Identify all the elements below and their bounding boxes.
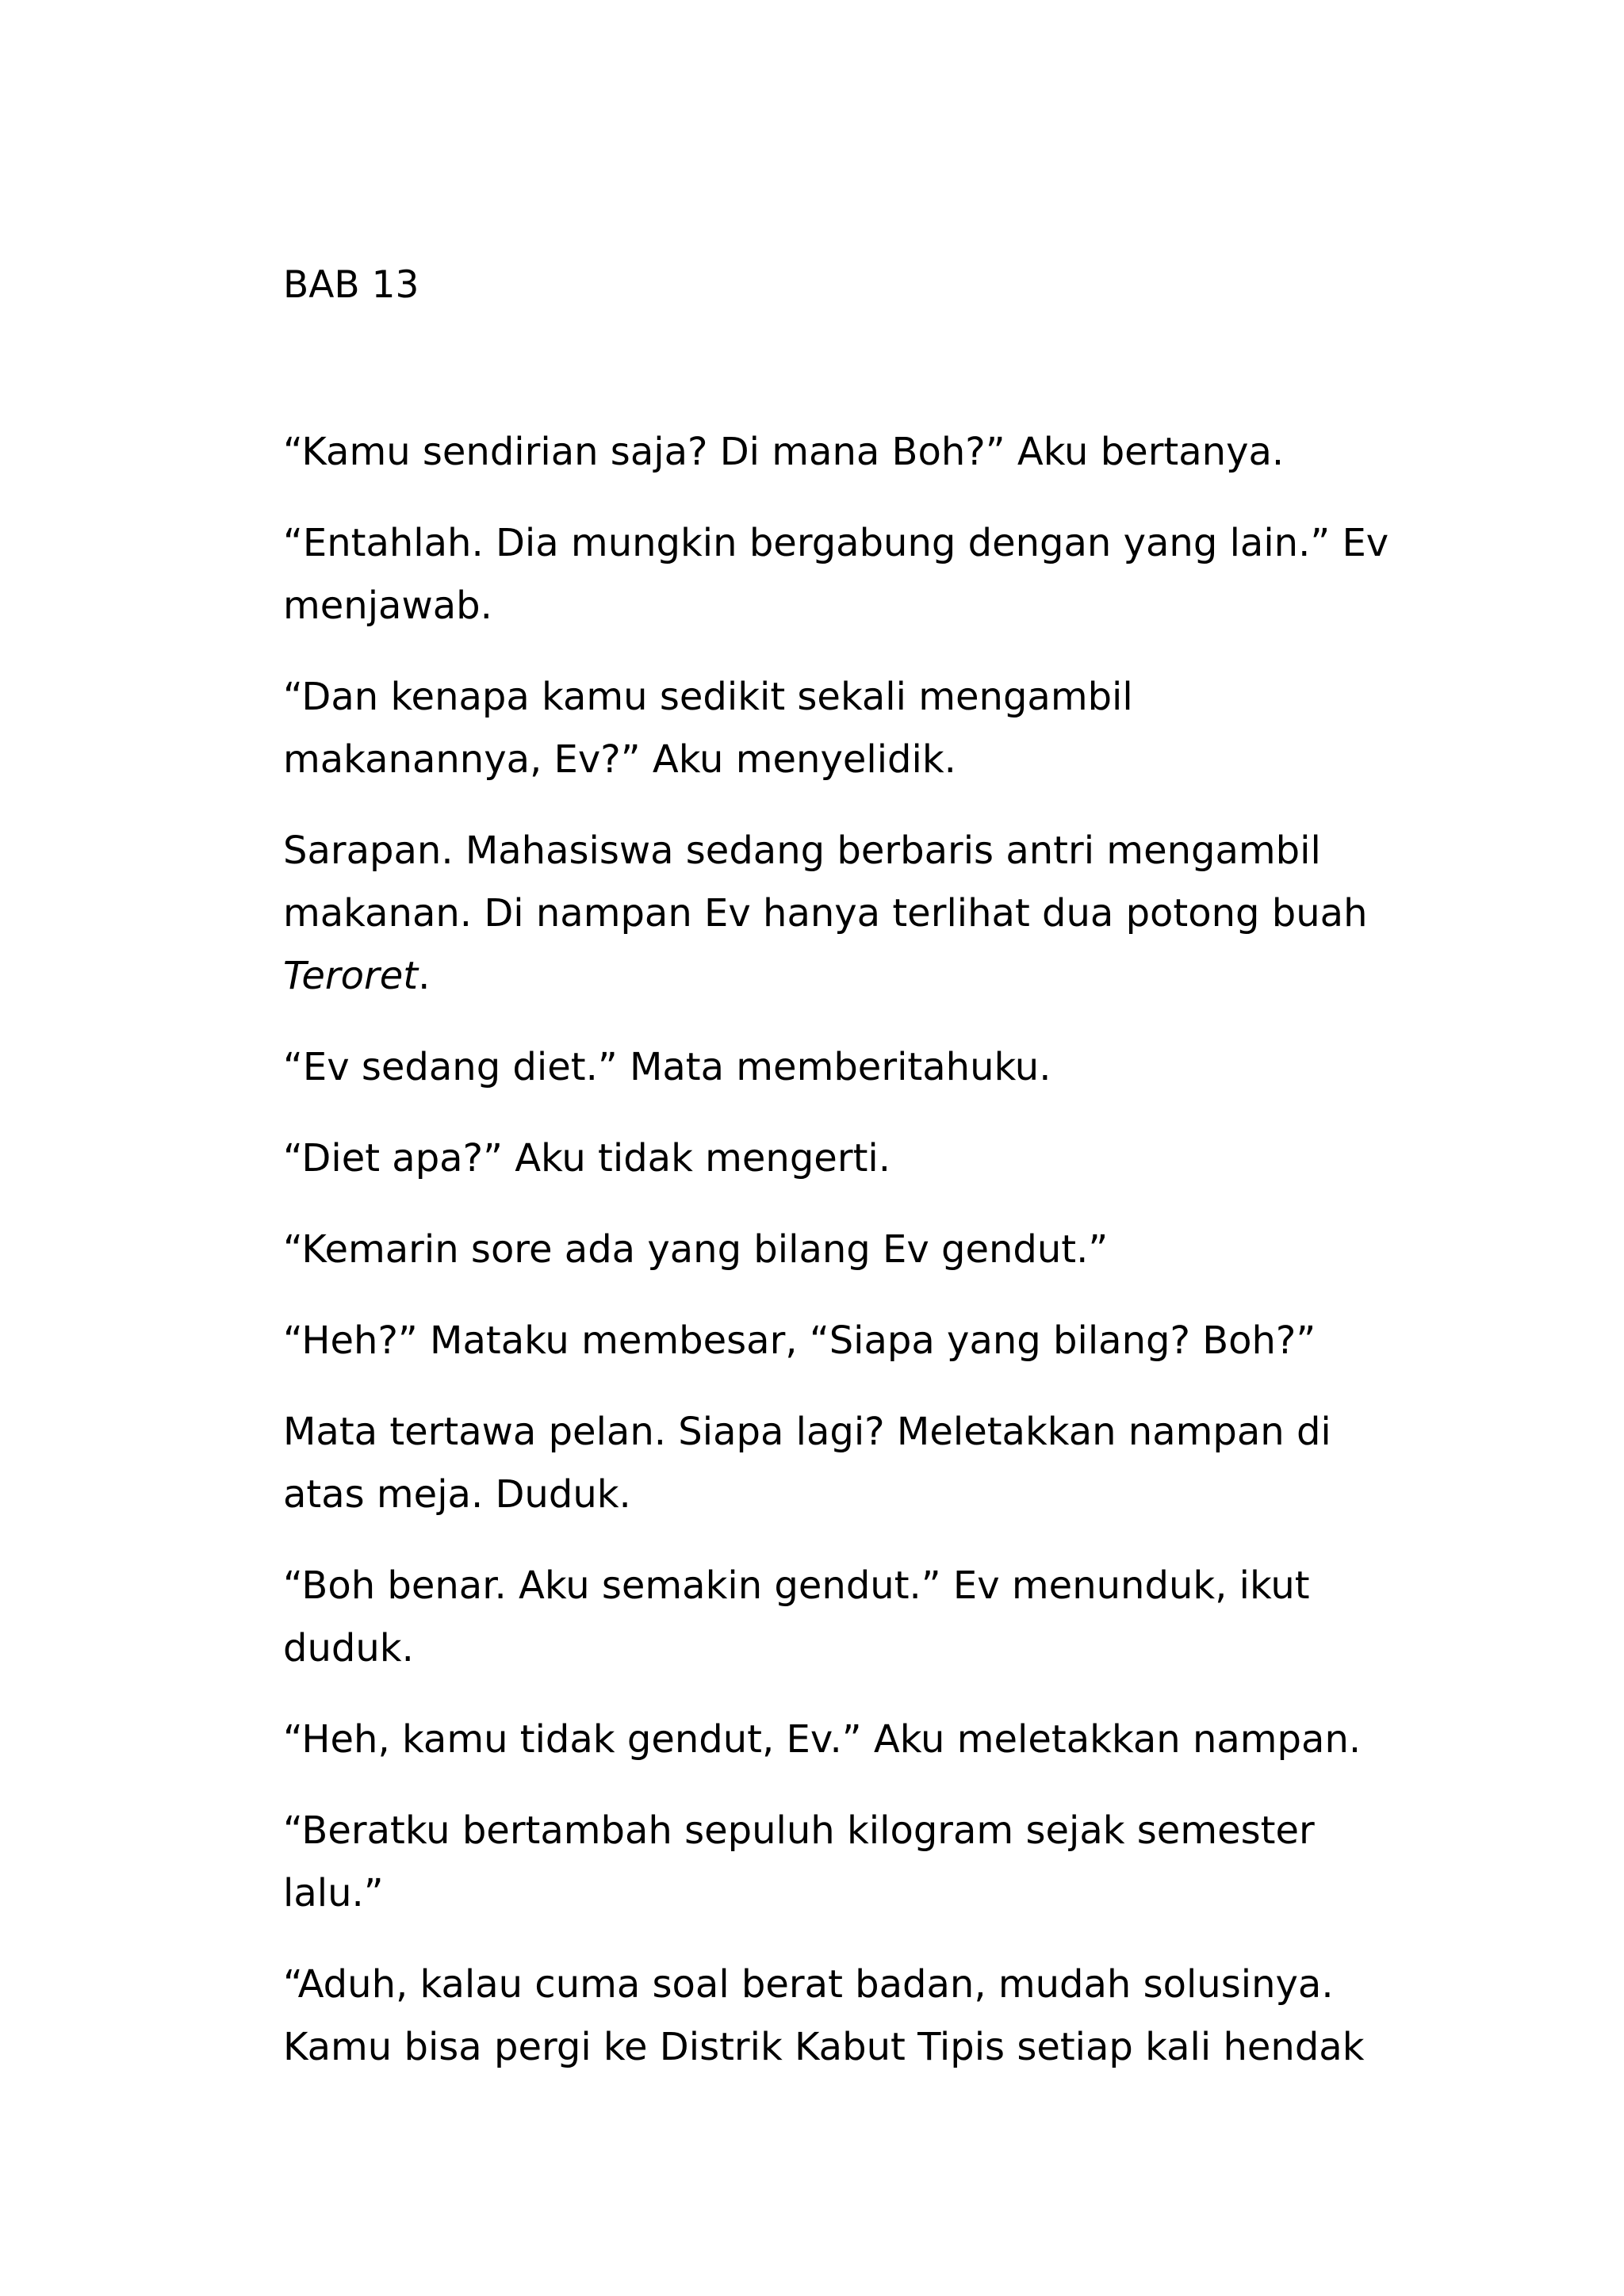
paragraph-5: “Ev sedang diet.” Mata memberitahuku. bbox=[283, 1045, 1051, 1089]
paragraph-4-italic: Teroret bbox=[283, 954, 419, 998]
paragraph-4-end: . bbox=[418, 954, 431, 998]
paragraph-6: “Diet apa?” Aku tidak mengerti. bbox=[283, 1136, 891, 1181]
paragraph-7: “Kemarin sore ada yang bilang Ev gendut.” bbox=[283, 1227, 1109, 1272]
paragraph-4 bbox=[283, 820, 1393, 1008]
paragraph-13: “Aduh, kalau cuma soal berat badan, mudah solusinya. Kamu bisa pergi ke Distrik Kabut Tipis setiap kali hendak bbox=[283, 1962, 1365, 2069]
paragraph-4-text: Sarapan. Mahasiswa sedang berbaris antri mengambil makanan. Di nampan Ev hanya terlihat dua potong buah bbox=[283, 828, 1368, 936]
paragraph-9: Mata tertawa pelan. Siapa lagi? Meletakkan nampan di atas meja. Duduk. bbox=[283, 1410, 1331, 1517]
paragraph-8: “Heh?” Mataku membesar, “Siapa yang bilang? Boh?” bbox=[283, 1318, 1316, 1363]
paragraph-11: “Heh, kamu tidak gendut, Ev.” Aku meletakkan nampan. bbox=[283, 1717, 1362, 1762]
paragraph-10: “Boh benar. Aku semakin gendut.” Ev menunduk, ikut duduk. bbox=[283, 1563, 1310, 1670]
chapter-title: BAB 13 bbox=[283, 263, 419, 307]
paragraph-3: “Dan kenapa kamu sedikit sekali mengambil makanannya, Ev?” Aku menyelidik. bbox=[283, 675, 1133, 782]
paragraph-1: “Kamu sendirian saja? Di mana Boh?” Aku bertanya. bbox=[283, 430, 1285, 474]
paragraph-2: “Entahlah. Dia mungkin bergabung dengan yang lain.” Ev menjawab. bbox=[283, 521, 1389, 628]
paragraph-12: “Beratku bertambah sepuluh kilogram sejak semester lalu.” bbox=[283, 1808, 1315, 1915]
document-page bbox=[283, 263, 1393, 2107]
